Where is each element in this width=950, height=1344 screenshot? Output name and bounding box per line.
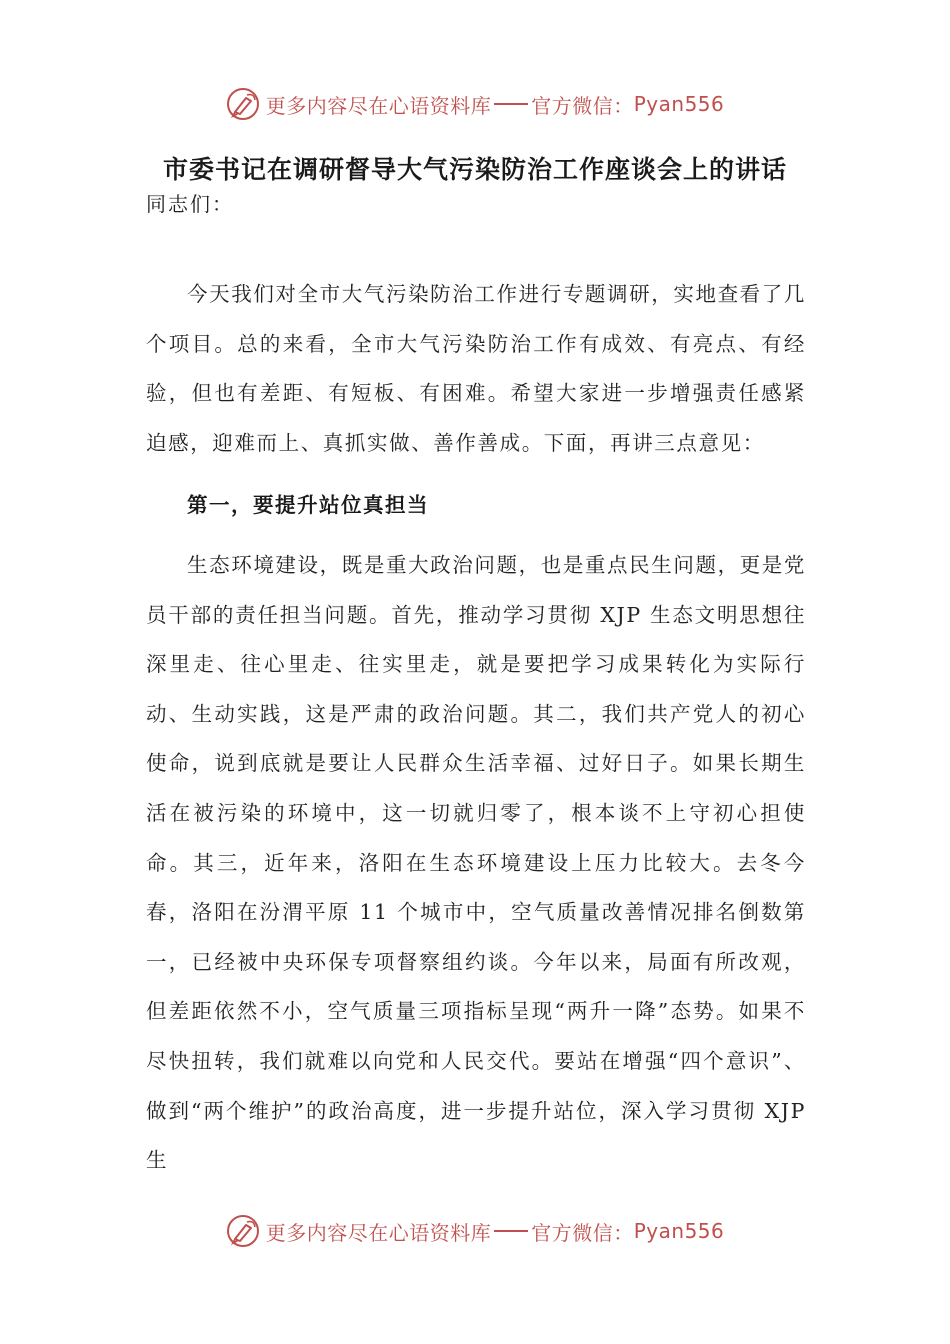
salutation: 同志们： [146,192,234,216]
watermark-brand-text: 更多内容尽在心语资料库 [265,1220,492,1245]
watermark-handle-text: Pyan556 [633,1219,725,1243]
paragraph-intro: 今天我们对全市大气污染防治工作进行专题调研，实地查看了几个项目。总的来看，全市大气污染防治工作有成效、有亮点、有经验，但也有差距、有短板、有困难。希望大家进一步增强责任感紧迫感，迎难而上、真抓实做、善作善成。下面，再讲三点意见： [146,282,806,455]
section-heading: 第一，要提升站位真担当 [187,493,429,517]
watermark-label-text: 官方微信： [531,1220,634,1245]
pen-nib-logo-icon [226,87,260,121]
watermark-banner-bottom [0,1211,950,1251]
paragraph-body: 生态环境建设，既是重大政治问题，也是重点民生问题，更是党员干部的责任担当问题。首先，推动学习贯彻 XJP 生态文明思想往深里走、往心里走、往实里走，就是要把学习成果转化为实际行动、生动实践，这是严肃的政治问题。其二，我们共产党人的初心使命，说到底就是要让人民群众生活幸福、过好日子。如果长期生活在被污染的环境中，这一切就归零了，根本谈不上守初心担使命。其三，近年来，洛阳在生态环境建设上压力比较大。去冬今春，洛阳在汾渭平原 11 个城市中，空气质量改善情况排名倒数第一，已经被中央环保专项督察组约谈。今年以来，局面有所改观，但差距依然不小，空气质量三项指标呈现“两升一降”态势。如果不尽快扭转，我们就难以向党和人民交代。要站在增强“四个意识”、做到“两个维护”的政治高度，进一步提升站位，深入学习贯彻 XJP 生 [146,553,806,1173]
pen-nib-logo-icon [226,1214,260,1248]
watermark-brand-text: 更多内容尽在心语资料库 [265,93,492,118]
watermark-divider [494,1230,528,1232]
watermark-label-text: 官方微信： [531,93,634,118]
watermark-divider [494,103,528,105]
document-title: 市委书记在调研督导大气污染防治工作座谈会上的讲话 [162,155,787,184]
watermark-handle-text: Pyan556 [633,92,725,116]
watermark-banner-top [0,84,950,124]
